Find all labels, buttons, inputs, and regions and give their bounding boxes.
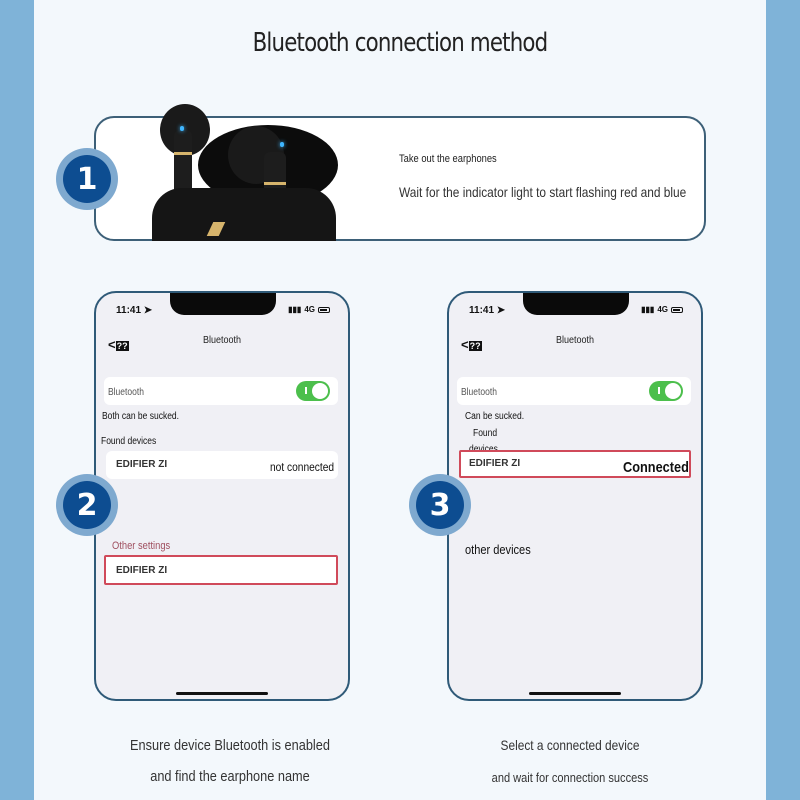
device-status: not connected (270, 460, 335, 474)
home-indicator (176, 692, 268, 695)
found-device-row[interactable]: EDIFIER ZI not connected (106, 451, 338, 479)
device-status: Connected (623, 459, 689, 476)
step1-line2: Wait for the indicator light to start flashing red and blue (399, 184, 687, 200)
connected-device-row-highlighted[interactable]: EDIFIER ZI Connected (459, 450, 691, 478)
step1-number: 1 (63, 155, 111, 203)
battery-icon (318, 307, 330, 313)
bluetooth-row (104, 377, 338, 405)
other-device-row-highlighted[interactable]: EDIFIER ZI (104, 555, 338, 585)
step3-caption-line2: and wait for connection success (491, 770, 649, 785)
status-time: 11:41 ➤ (469, 305, 506, 316)
signal-icon: ▮▮▮ (288, 305, 302, 314)
step2-number: 2 (63, 481, 111, 529)
step3-phone (447, 291, 703, 701)
step1-line1: Take out the earphones (399, 153, 497, 165)
step3-number: 3 (416, 481, 464, 529)
phone-notch (523, 291, 629, 315)
step2-caption-line2: and find the earphone name (150, 768, 310, 785)
signal-icon: ▮▮▮ (641, 305, 655, 314)
step2-caption-line1: Ensure device Bluetooth is enabled (130, 737, 330, 754)
hint-text: Can be sucked. (465, 411, 525, 422)
step2-badge (56, 474, 118, 536)
battery-icon (671, 307, 683, 313)
found-devices-header-line1: Found (473, 428, 498, 439)
bluetooth-toggle[interactable] (296, 381, 330, 401)
earbuds-image (148, 100, 338, 241)
status-icons: ▮▮▮ 4G (288, 305, 330, 314)
other-settings-header: Other settings (112, 540, 171, 552)
back-button[interactable]: <?? (461, 337, 481, 352)
nav-title: Bluetooth (202, 335, 242, 346)
nav-title: Bluetooth (555, 335, 595, 346)
step1-badge (56, 148, 118, 210)
step3-caption-line1: Select a connected device (500, 737, 640, 753)
page-title: Bluetooth connection method (252, 28, 548, 58)
status-time: 11:41 ➤ (116, 305, 153, 316)
hint-text: Both can be sucked. (102, 411, 180, 422)
back-button[interactable]: <?? (108, 337, 128, 352)
bluetooth-toggle[interactable] (649, 381, 683, 401)
bluetooth-label: Bluetooth (461, 387, 497, 398)
step3-badge (409, 474, 471, 536)
status-icons: ▮▮▮ 4G (641, 305, 683, 314)
bluetooth-row (457, 377, 691, 405)
found-devices-header: Found devices (101, 436, 157, 447)
phone-notch (170, 291, 276, 315)
bluetooth-label: Bluetooth (108, 387, 144, 398)
home-indicator (529, 692, 621, 695)
step2-phone (94, 291, 350, 701)
other-devices-header: other devices (465, 542, 531, 557)
